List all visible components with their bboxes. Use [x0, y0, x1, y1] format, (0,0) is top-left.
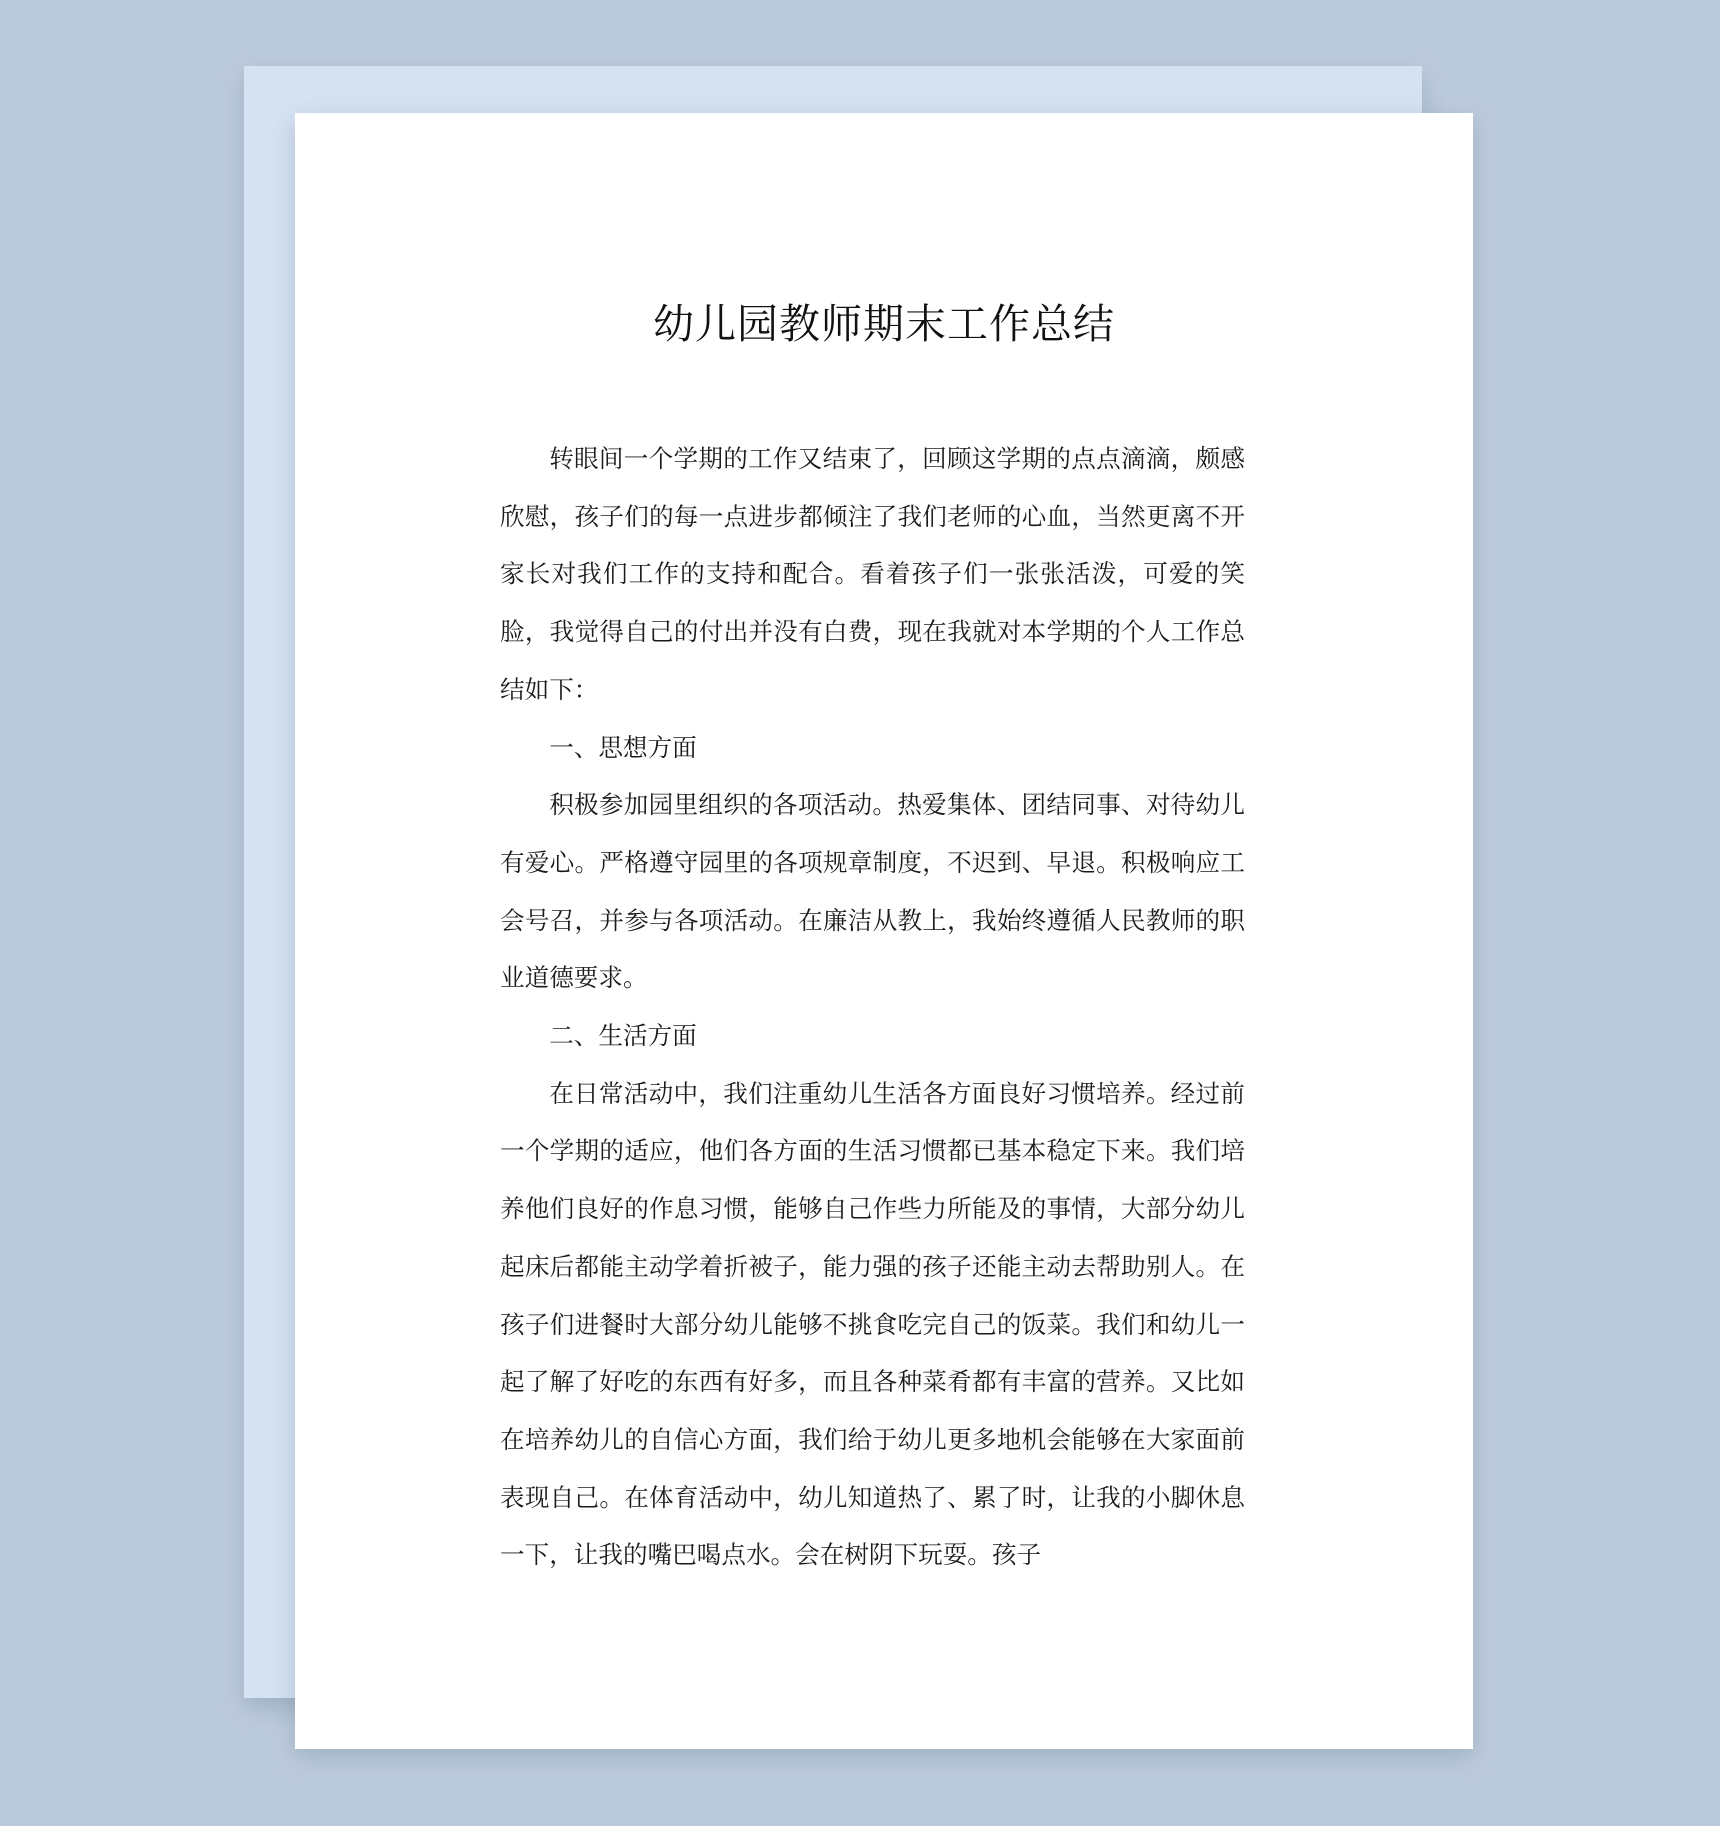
- section-heading-life: 二、生活方面: [549, 1021, 697, 1051]
- life-paragraph: 在日常活动中，我们注重幼儿生活各方面良好习惯培养。经过前一个学期的适应，他们各方面的生活习惯都已基本稳定下来。我们培养他们良好的作息习惯，能够自己作些力所能及的事情，大部分幼儿起床后都能主动学着折被子，能力强的孩子还能主动去帮助别人。在孩子们进餐时大部分幼儿能够不挑食吃完自己的饭菜。我们和幼儿一起了解了好吃的东西有好多，而且各种菜肴都有丰富的营养。又比如在培养幼儿的自信心方面，我们给于幼儿更多地机会能够在大家面前表现自己。在体育活动中，幼儿知道热了、累了时，让我的小脚休息一下，让我的嘴巴喝点水。会在树阴下玩耍。孩子: [500, 1078, 1245, 1570]
- section-heading-thought: 一、思想方面: [549, 732, 697, 762]
- thought-paragraph: 积极参加园里组织的各项活动。热爱集体、团结同事、对待幼儿有爱心。严格遵守园里的各项规章制度，不迟到、早退。积极响应工会号召，并参与各项活动。在廉洁从教上，我始终遵循人民教师的职业道德要求。: [500, 790, 1245, 993]
- document-title: 幼儿园教师期末工作总结: [653, 300, 1115, 348]
- intro-paragraph: 转眼间一个学期的工作又结束了，回顾这学期的点点滴滴，颇感欣慰，孩子们的每一点进步都倾注了我们老师的心血，当然更离不开家长对我们工作的支持和配合。看着孩子们一张张活泼，可爱的笑脸，我觉得自己的付出并没有白费，现在我就对本学期的个人工作总结如下：: [500, 444, 1245, 704]
- front-page-sheet: [295, 113, 1473, 1749]
- document-body: [500, 430, 1245, 1584]
